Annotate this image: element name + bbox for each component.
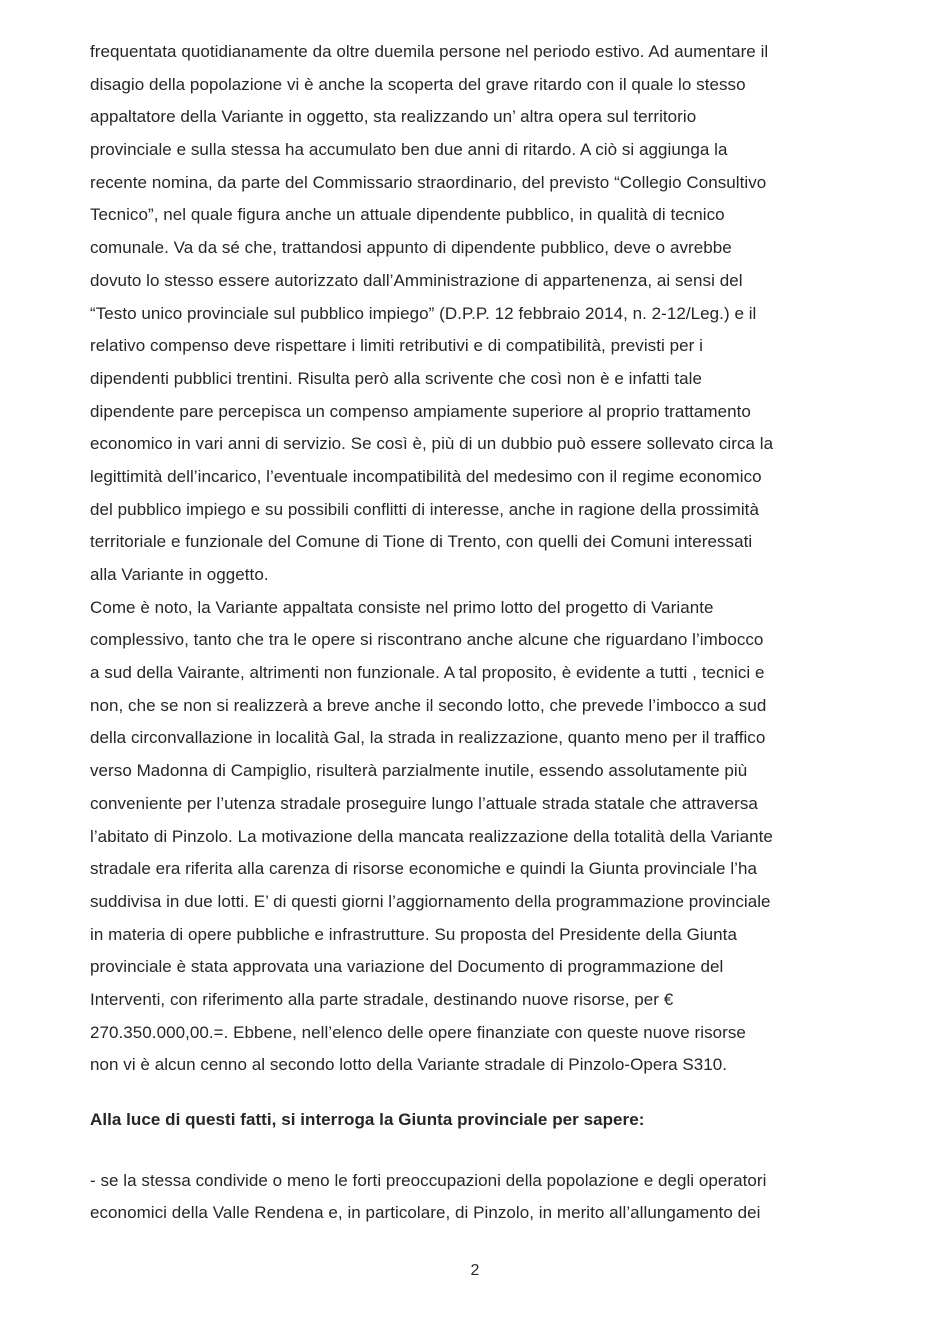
body-text-line: conveniente per l’utenza stradale proseguire lungo l’attuale strada statale che attraversa	[90, 793, 758, 813]
body-text-line: frequentata quotidianamente da oltre duemila persone nel periodo estivo. Ad aumentare il	[90, 42, 769, 61]
question-list	[90, 1165, 880, 1230]
body-text-line: dipendenti pubblici trentini. Risulta però alla scrivente che così non è e infatti tale	[90, 368, 702, 388]
body-text-line: legittimità dell’incarico, l’eventuale incompatibilità del medesimo con il regime economico	[90, 466, 762, 486]
body-text-line: stradale era riferita alla carenza di risorse economiche e quindi la Giunta provinciale l’ha	[90, 859, 758, 879]
body-text-line: dovuto lo stesso essere autorizzato dall’Amministrazione di appartenenza, ai sensi del	[90, 270, 743, 290]
body-text-line: non vi è alcun cenno al secondo lotto della Variante stradale di Pinzolo-Opera S310.	[90, 1055, 728, 1075]
body-text-line: non, che se non si realizzerà a breve anche il secondo lotto, che prevede l’imbocco a sud	[90, 695, 767, 715]
body-text-line: suddivisa in due lotti. E’ di questi giorni l’aggiornamento della programmazione provinciale	[90, 891, 771, 911]
question-text-line: economici della Valle Rendena e, in particolare, di Pinzolo, in merito all’allungamento dei	[90, 1203, 761, 1223]
body-text-line: Come è noto, la Variante appaltata consiste nel primo lotto del progetto di Variante	[90, 597, 714, 617]
body-text-line: disagio della popolazione vi è anche la scoperta del grave ritardo con il quale lo stesso	[90, 74, 746, 94]
interrogation-heading	[90, 1104, 880, 1137]
body-text-line: Interventi, con riferimento alla parte stradale, destinando nuove risorse, per €	[90, 989, 674, 1009]
body-text-line: 270.350.000,00.=. Ebbene, nell’elenco delle opere finanziate con queste nuove risorse	[90, 1022, 746, 1042]
body-text-line: recente nomina, da parte del Commissario straordinario, del previsto “Collegio Consultivo	[90, 172, 767, 192]
body-paragraphs	[90, 36, 880, 1082]
body-text-line: verso Madonna di Campiglio, risulterà parzialmente inutile, essendo assolutamente più	[90, 761, 748, 781]
body-text-line: relativo compenso deve rispettare i limiti retributivi e di compatibilità, previsti per i	[90, 336, 703, 356]
body-text-line: provinciale è stata approvata una variazione del Documento di programmazione del	[90, 957, 724, 977]
page-number: 2	[470, 1262, 480, 1279]
body-text-line: a sud della Vairante, altrimenti non funzionale. A tal proposito, è evidente a tutti , tecnici e	[90, 663, 765, 683]
body-text-line: dipendente pare percepisca un compenso ampiamente superiore al proprio trattamento	[90, 401, 751, 421]
body-text-line: comunale. Va da sé che, trattandosi appunto di dipendente pubblico, deve o avrebbe	[90, 238, 732, 258]
body-text-line: in materia di opere pubbliche e infrastrutture. Su proposta del Presidente della Giunta	[90, 924, 737, 944]
body-text-line: complessivo, tanto che tra le opere si riscontrano anche alcune che riguardano l’imbocco	[90, 630, 764, 650]
body-text-line: del pubblico impiego e su possibili conflitti di interesse, anche in ragione della prossimità	[90, 499, 759, 519]
body-text-line: territoriale e funzionale del Comune di Tione di Trento, con quelli dei Comuni interessati	[90, 532, 753, 552]
body-text-line: appaltatore della Variante in oggetto, sta realizzando un’ altra opera sul territorio	[90, 107, 697, 127]
page-footer	[0, 1260, 950, 1282]
body-text-line: della circonvallazione in località Gal, la strada in realizzazione, quanto meno per il traffico	[90, 728, 766, 748]
interrogation-heading-line: Alla luce di questi fatti, si interroga la Giunta provinciale per sapere:	[90, 1110, 645, 1129]
body-text-line: provinciale e sulla stessa ha accumulato ben due anni di ritardo. A ciò si aggiunga la	[90, 140, 728, 160]
body-text-line: economico in vari anni di servizio. Se così è, più di un dubbio può essere sollevato circa la	[90, 434, 774, 454]
question-text-line: - se la stessa condivide o meno le forti preoccupazioni della popolazione e degli operatori	[90, 1170, 767, 1190]
body-text-line: alla Variante in oggetto.	[90, 565, 269, 584]
document-text-block	[90, 36, 880, 1230]
body-text-line: Tecnico”, nel quale figura anche un attuale dipendente pubblico, in qualità di tecnico	[90, 205, 725, 225]
body-text-line: “Testo unico provinciale sul pubblico impiego” (D.P.P. 12 febbraio 2014, n. 2-12/Leg.) e il	[90, 303, 757, 323]
body-text-line: l’abitato di Pinzolo. La motivazione della mancata realizzazione della totalità della Variante	[90, 826, 773, 846]
